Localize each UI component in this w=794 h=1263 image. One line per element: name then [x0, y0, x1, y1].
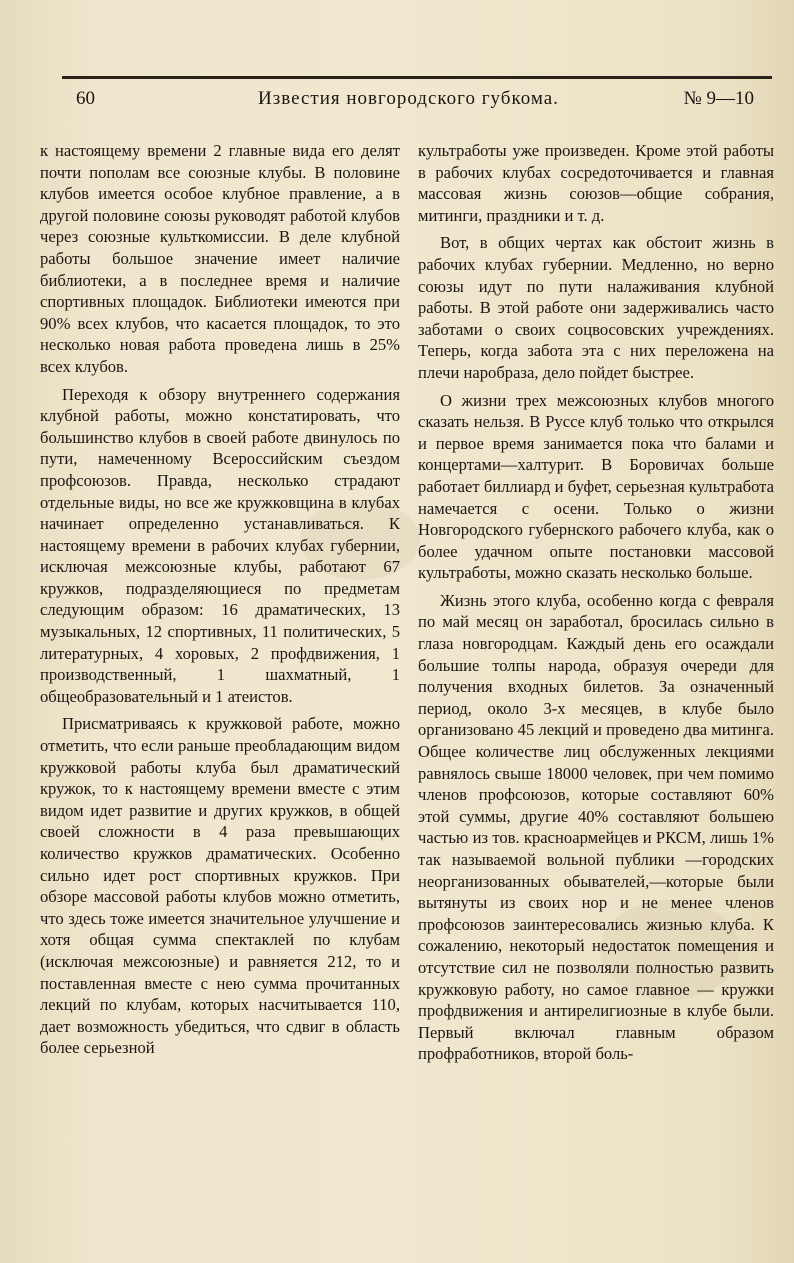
paragraph: Вот, в общих чертах как обстоит жизнь в рабочих клубах губернии. Медленно, но верно союзы идут по пути налаживания клубной работы. В этой работе они задерживались часто заботами о своих соцвосовских учреждениях. Теперь, когда забота эта с них переложена на плечи наробраза, дело пойдет быстрее. — [418, 233, 774, 382]
issue-number: № 9—10 — [683, 88, 754, 109]
paragraph: О жизни трех межсоюзных клубов многого сказать нельзя. В Руссе клуб только что открылся и первое время занимается пока что балами и концертами—халтурит. В Боровичах больше работает биллиард и буфет, серьезная культработа намечается с осени. Только о жизни Новгородского губернского рабочего клуба, как о более удачном опыте постановки массовой культработы, можно сказать несколько больше. — [418, 390, 774, 583]
paragraph: культработы уже произведен. Кроме этой работы в рабочих клубах сосредоточивается и главная массовая жизнь союзов—общие собрания, митинги, праздники и т. д. — [418, 141, 774, 225]
paragraph: Жизнь этого клуба, особенно когда с февраля по май месяц он заработал, бросилась сильно в глаза новгородцам. Каждый день его осаждали большие толпы народа, образуя очереди для получения входных билетов. За означенный период, около 3-х месяцев, в клубе было организовано 45 лекций и проведено два митинга. Общее количестве лиц обслуженных лекциями равнялось свыше 18000 человек, при чем помимо членов профсоюзов, которые составляют 60% этой суммы, другие 40% составляют большею частью из тов. красноармейцев и РКСМ, лишь 1% так называемой вольной публики —городских неорганизованных обывателей,—которые были вытянуты из своих нор и не менее членов профсоюзов заинтересовались жизнью клуба. К сожалению, некоторый недостаток помещения и отсутствие сил не позволяли полностью развить кружковую работу, но самое главное — кружки профдвижения и антирелигиозные в клубе были. Первый включал главным образом профработников, второй боль- — [418, 590, 774, 1064]
header-rule — [62, 76, 772, 79]
right-column — [418, 140, 774, 1071]
paragraph: к настоящему времени 2 главные вида его делят почти пополам все союзные клубы. В половине клубов имеется особое клубное правление, а в другой половине союзы руководят работой клубов через союзные культкомиссии. В деле клубной работы большое значение имеет наличие библиотеки, а в последнее время и наличие спортивных площадок. Библиотеки имеются при 90% всех клубов, что касается площадок, то это несколько новая работа проведена лишь в 25% всех клубов. — [40, 141, 400, 376]
paragraph: Присматриваясь к кружковой работе, можно отметить, что если раньше преобладающим видом кружковой работы клуба был драматический кружок, то к настоящему времени вместе с этим видом идет развитие и других кружков, в общей своей сложности в 4 раза превышающих количество кружков драматических. Особенно сильно идет рост спортивных кружков. При обзоре массовой работы клубов можно отметить, что здесь тоже имеется значительное улучшение и хотя общая сумма спектаклей по клубам (исключая межсоюзные) и равняется 212, то и поставленная вместе с нею сумма прочитанных лекций по клубам, которых насчитывается 110, дает возможность убедиться, что сдвиг в область более серьезной — [40, 714, 400, 1058]
left-column — [40, 140, 400, 1065]
journal-title: Известия новгородского губкома. — [258, 88, 559, 109]
running-header — [62, 84, 772, 114]
paragraph: Переходя к обзору внутреннего содержания клубной работы, можно констатировать, что большинство клубов в своей работе двинулось по пути, намеченному Всероссийским съездом профсоюзов. Правда, несколько страдают отдельные виды, но все же кружковщина в клубах начинает определенно устанавливаться. К настоящему времени в рабочих клубах губернии, исключая межсоюзные клубы, работают 67 кружков, подразделяющиеся по предметам следующим образом: 16 драматических, 13 музыкальных, 12 спортивных, 11 политических, 5 литературных, 4 хоровых, 2 профдвижения, 1 производственный, 1 шахматный, 1 общеобразовательный и 1 атеистов. — [40, 384, 400, 706]
page-number: 60 — [76, 88, 95, 109]
